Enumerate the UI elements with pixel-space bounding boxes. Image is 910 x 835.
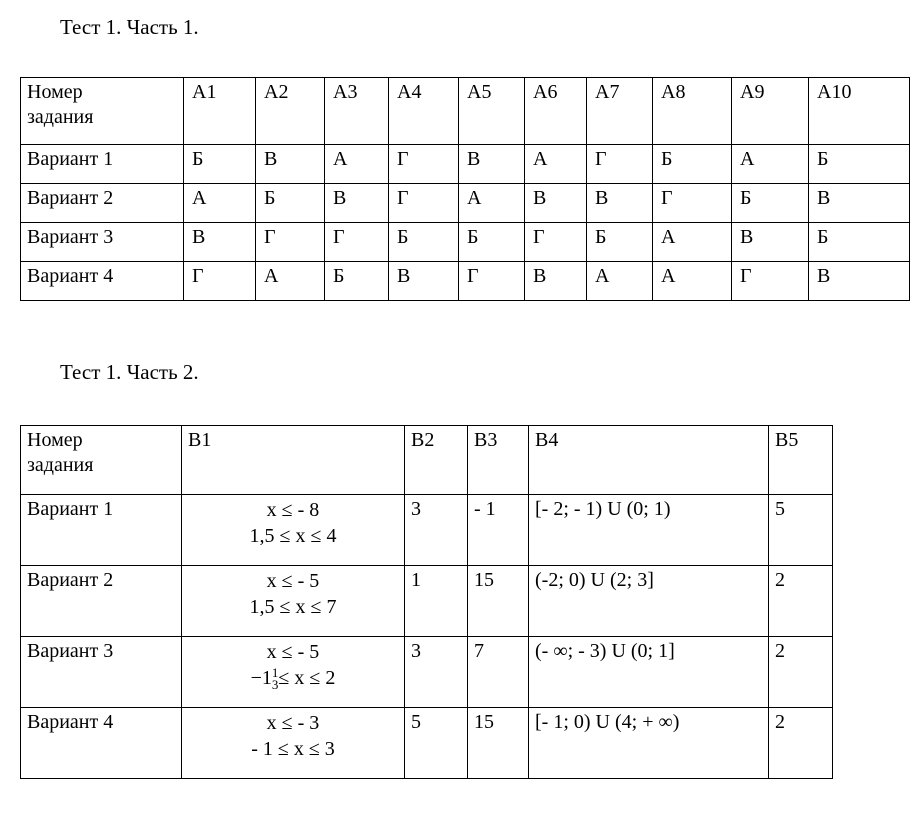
cell-v2-a5: А xyxy=(459,184,525,223)
row-label-variant-3: Вариант 3 xyxy=(21,637,182,708)
b1-expression xyxy=(188,639,398,691)
row-label-variant-1: Вариант 1 xyxy=(21,145,184,184)
answers-table-part2 xyxy=(20,425,833,779)
cell-v1-b2: 3 xyxy=(405,495,468,566)
cell-v1-a6: А xyxy=(525,145,587,184)
header-cell-a9: A9 xyxy=(732,78,809,145)
header-cell-a2: A2 xyxy=(256,78,325,145)
header-cell-b2: B2 xyxy=(405,426,468,495)
cell-v1-a10: Б xyxy=(809,145,910,184)
cell-v2-a4: Г xyxy=(389,184,459,223)
row-label-variant-1: Вариант 1 xyxy=(21,495,182,566)
header-cell-a4: A4 xyxy=(389,78,459,145)
cell-v1-b5: 5 xyxy=(769,495,833,566)
cell-v2-a2: Б xyxy=(256,184,325,223)
header-cell-a7: A7 xyxy=(587,78,653,145)
cell-v4-a10: В xyxy=(809,262,910,301)
table-header-row xyxy=(21,78,910,145)
table-row xyxy=(21,495,833,566)
cell-v1-a7: Г xyxy=(587,145,653,184)
cell-v2-a6: В xyxy=(525,184,587,223)
mixed-number-integer-part: −1 xyxy=(250,667,272,689)
b1-line-2: 1,5 ≤ x ≤ 7 xyxy=(249,596,337,618)
cell-v3-a10: Б xyxy=(809,223,910,262)
header-label-line1: Номер xyxy=(27,429,83,451)
cell-v1-a9: А xyxy=(732,145,809,184)
part1-title: Тест 1. Часть 1. xyxy=(60,15,199,39)
fraction-denominator: 3 xyxy=(271,677,279,693)
table-row xyxy=(21,145,910,184)
header-cell-a8: A8 xyxy=(653,78,732,145)
cell-v4-a2: А xyxy=(256,262,325,301)
header-label-line2: задания xyxy=(27,454,94,476)
cell-v1-b1 xyxy=(182,495,405,566)
row-label-variant-2: Вариант 2 xyxy=(21,566,182,637)
cell-v4-a8: А xyxy=(653,262,732,301)
cell-v2-b1 xyxy=(182,566,405,637)
cell-v3-a6: Г xyxy=(525,223,587,262)
header-label-line1: Номер xyxy=(27,81,83,103)
table-row xyxy=(21,223,910,262)
cell-v3-b5: 2 xyxy=(769,637,833,708)
b1-expression xyxy=(188,568,398,620)
header-cell-b1: B1 xyxy=(182,426,405,495)
cell-v3-a1: В xyxy=(184,223,256,262)
cell-v4-b1 xyxy=(182,708,405,779)
cell-v3-b3: 7 xyxy=(468,637,529,708)
table-row xyxy=(21,708,833,779)
b1-expression xyxy=(188,710,398,762)
b1-line-1: x ≤ - 3 xyxy=(266,712,320,734)
cell-v2-a10: В xyxy=(809,184,910,223)
cell-v3-a5: Б xyxy=(459,223,525,262)
cell-v2-a3: В xyxy=(325,184,389,223)
cell-v4-a6: В xyxy=(525,262,587,301)
row-label-variant-2: Вариант 2 xyxy=(21,184,184,223)
header-cell-a10: A10 xyxy=(809,78,910,145)
header-cell-a5: A5 xyxy=(459,78,525,145)
cell-v2-a7: В xyxy=(587,184,653,223)
table-row xyxy=(21,184,910,223)
cell-v4-a7: А xyxy=(587,262,653,301)
cell-v2-b5: 2 xyxy=(769,566,833,637)
cell-v3-a4: Б xyxy=(389,223,459,262)
table-row xyxy=(21,566,833,637)
cell-v4-a3: Б xyxy=(325,262,389,301)
cell-v4-a9: Г xyxy=(732,262,809,301)
cell-v1-a1: Б xyxy=(184,145,256,184)
table-row xyxy=(21,637,833,708)
row-label-variant-3: Вариант 3 xyxy=(21,223,184,262)
b1-line-2: - 1 ≤ x ≤ 3 xyxy=(251,738,335,760)
cell-v1-b4: [- 2; - 1) U (0; 1) xyxy=(529,495,769,566)
b1-line-1: x ≤ - 5 xyxy=(266,570,320,592)
header-cell-b5: B5 xyxy=(769,426,833,495)
cell-v4-a1: Г xyxy=(184,262,256,301)
table-row xyxy=(21,262,910,301)
b1-expression xyxy=(188,497,398,549)
cell-v2-a8: Г xyxy=(653,184,732,223)
cell-v2-b3: 15 xyxy=(468,566,529,637)
header-cell-task-number xyxy=(21,426,182,495)
cell-v4-b5: 2 xyxy=(769,708,833,779)
cell-v3-a3: Г xyxy=(325,223,389,262)
table-header-row xyxy=(21,426,833,495)
cell-v3-a8: А xyxy=(653,223,732,262)
header-cell-task-number xyxy=(21,78,184,145)
cell-v2-a9: Б xyxy=(732,184,809,223)
cell-v3-b4: (- ∞; - 3) U (0; 1] xyxy=(529,637,769,708)
header-cell-b4: B4 xyxy=(529,426,769,495)
header-label-line2: задания xyxy=(27,106,94,128)
header-cell-a6: A6 xyxy=(525,78,587,145)
b1-line-1: x ≤ - 8 xyxy=(266,499,320,521)
cell-v3-b1 xyxy=(182,637,405,708)
cell-v4-a5: Г xyxy=(459,262,525,301)
header-cell-a3: A3 xyxy=(325,78,389,145)
answers-table-part1 xyxy=(20,77,910,301)
b1-line-1: x ≤ - 5 xyxy=(266,641,320,663)
cell-v1-b3: - 1 xyxy=(468,495,529,566)
cell-v1-a3: А xyxy=(325,145,389,184)
b1-line-2 xyxy=(188,665,398,691)
header-cell-b3: B3 xyxy=(468,426,529,495)
cell-v3-b2: 3 xyxy=(405,637,468,708)
cell-v4-a4: В xyxy=(389,262,459,301)
b1-line-2-suffix: ≤ x ≤ 2 xyxy=(278,667,336,689)
cell-v3-a7: Б xyxy=(587,223,653,262)
b1-line-2: 1,5 ≤ x ≤ 4 xyxy=(249,525,337,547)
part2-title: Тест 1. Часть 2. xyxy=(60,360,199,384)
cell-v2-b4: (-2; 0) U (2; 3] xyxy=(529,566,769,637)
header-cell-a1: A1 xyxy=(184,78,256,145)
cell-v2-a1: А xyxy=(184,184,256,223)
cell-v2-b2: 1 xyxy=(405,566,468,637)
cell-v4-b3: 15 xyxy=(468,708,529,779)
cell-v1-a4: Г xyxy=(389,145,459,184)
row-label-variant-4: Вариант 4 xyxy=(21,708,182,779)
cell-v1-a5: В xyxy=(459,145,525,184)
cell-v4-b4: [- 1; 0) U (4; + ∞) xyxy=(529,708,769,779)
cell-v3-a9: В xyxy=(732,223,809,262)
cell-v1-a2: В xyxy=(256,145,325,184)
row-label-variant-4: Вариант 4 xyxy=(21,262,184,301)
cell-v4-b2: 5 xyxy=(405,708,468,779)
cell-v1-a8: Б xyxy=(653,145,732,184)
cell-v3-a2: Г xyxy=(256,223,325,262)
fraction-numerator: 1 xyxy=(271,665,279,681)
